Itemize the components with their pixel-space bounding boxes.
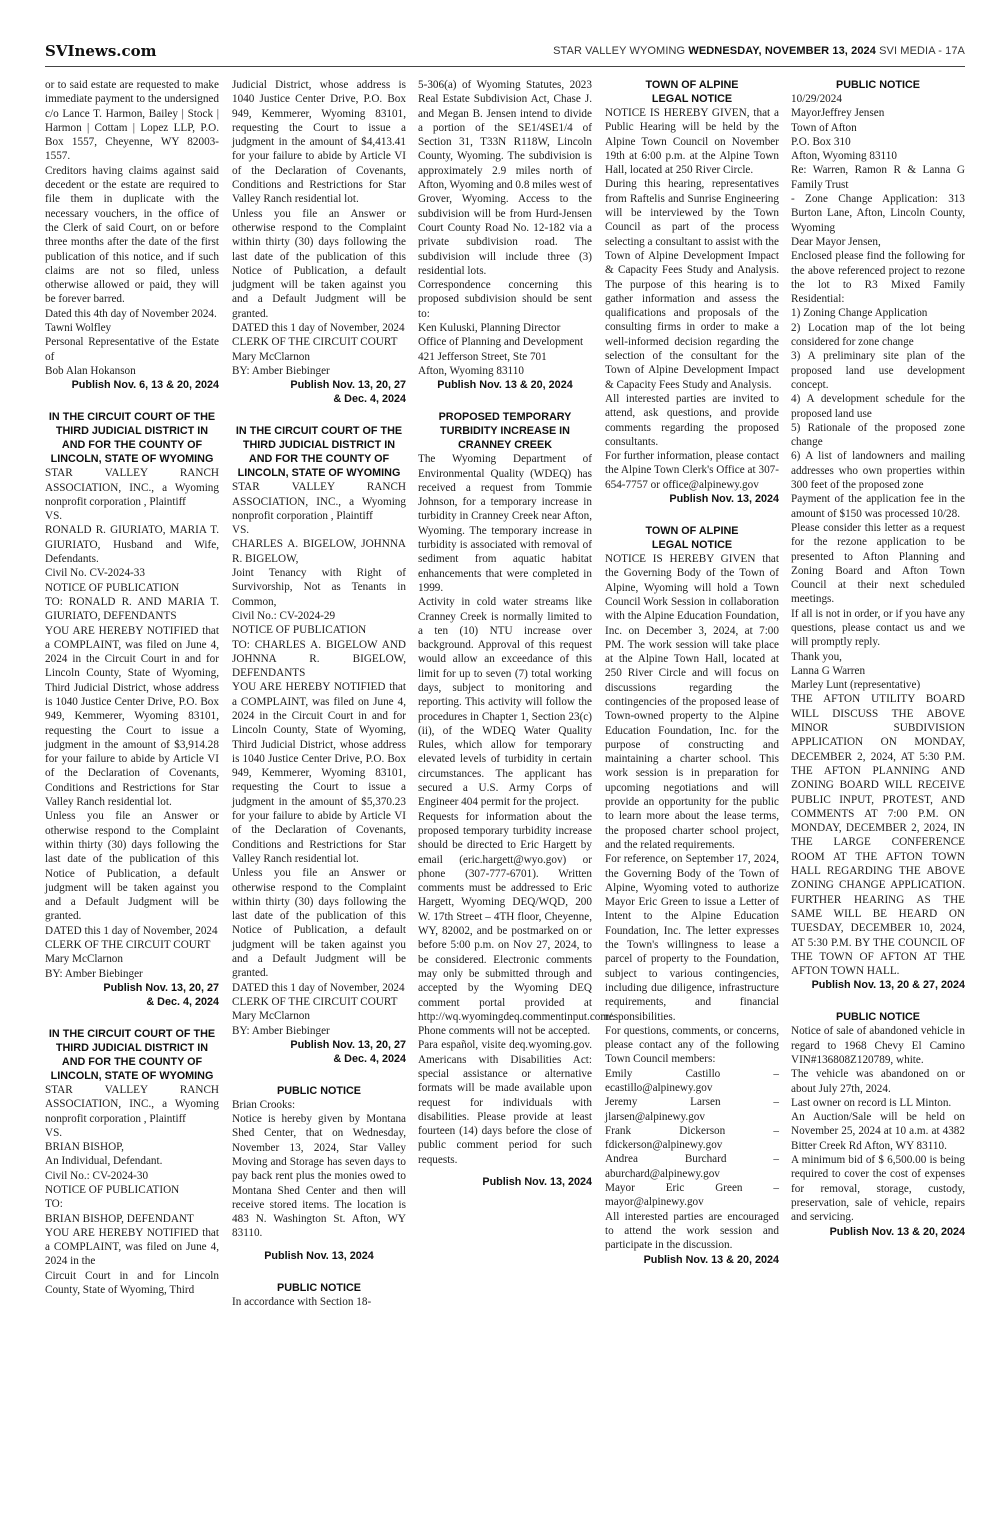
spacer (45, 1009, 219, 1027)
publish-line: Publish Nov. 13, 2024 (482, 1176, 592, 1189)
notice-body: Requests for information about the proposed temporary turbidity increase should be directed to Eric Hargett by email (eric.hargett@wyo.gov) or phone (307-777-6701). Written comments must be addressed to Eric Hargett, Wyoming DEQ/WQD, 200 W. 17th Street – 4TH floor, Cheyenne, WY, 82002, and be postmarked on or before 5:00 p.m. on Nov 27, 2024, to be considered. Electronic comments may only be submitted through and accepted by the Wyoming DEQ comment portal provided at http://wq.wyomingdeq.commentinput.com/. Phone comments will not be accepted. (418, 810, 616, 1038)
clerk-by: BY: Amber Biebinger (45, 967, 143, 980)
plaintiff: STAR VALLEY RANCH ASSOCIATION, INC., a Wyoming nonprofit corporation , Plaintiff (45, 467, 219, 508)
contact-office: Office of Planning and Development (418, 336, 584, 349)
letter-item: 4) A development schedule for the proposed land use (791, 393, 965, 420)
column-5 (791, 78, 965, 1488)
spacer (791, 992, 965, 1010)
case-number: Civil No.: CV-2024-29 (232, 609, 336, 622)
notice-body: Activity in cold water streams like Cranney Creek is normally limited to a ten (10) NTU increase over background. Approval of this request would allow an exceedance of this limit for up to seven (7) total working days, subject to monitoring and reporting. This activity will follow the procedures in Chapter 1, Section 23(c)(ii), of the WDEQ Water Quality Rules, which allow for temporary elevated levels of turbidity in certain circumstances. The applicant has secured a U.S. Army Corps of Engineer 404 permit for the project. (418, 596, 592, 809)
page-header-info (553, 45, 965, 57)
notice-body-cont: Circuit Court in and for Lincoln County, State of Wyoming, Third (45, 1269, 219, 1297)
notice-body: An Auction/Sale will be held on November 25, 2024 at 10 a.m. at 4382 Bitter Creek Rd Afton, WY 83110. (791, 1111, 965, 1152)
notice-answer: Unless you file an Answer or otherwise respond to the Complaint within thirty (30) days following the last date of the publication of this Notice of Publication, a default judgment will be taken against you and a Default Judgment will be granted. (232, 867, 406, 980)
masthead (45, 40, 965, 64)
versus: VS. (232, 524, 250, 537)
notice-heading: NOTICE OF PUBLICATION (232, 624, 367, 637)
letter-re: Re: Warren, Ramon R & Lanna G Family Trust (791, 164, 965, 191)
notice-body-cont: 5-306(a) of Wyoming Statutes, 2023 Real Estate Subdivision Act, Chase J. and Megan B. Jensen intend to divide a portion of the SE1/4SE1/4 of Section 31, T33N R118W, Lincoln County, Wyoming. The subdivision is approximately 2.9 miles north of Afton, Wyoming and 0.8 miles west of Grover, Wyoming. Access to the subdivision will be from Hurd-Jensen Court County Road No. 12-182 via a private subdivision road. The subdivision will include three (3) residential lots. (418, 79, 592, 277)
notice-title: PUBLIC NOTICE (836, 1011, 920, 1024)
letter-item: 2) Location map of the lot being considered for zone change (791, 321, 965, 349)
notice-body: Para español, visite deq.wyoming.gov. Americans with Disabilities Act: special assistance or alternative formats will be made available upon request for individuals with disabilities. Please provide at least fourteen (14) days before the close of public comment period for such requests. (418, 1039, 592, 1166)
clerk-title: CLERK OF THE CIRCUIT COURT (232, 995, 398, 1008)
clerk-name: Mary McClarnon (45, 953, 123, 966)
site-name[interactable]: SVInews.com (45, 42, 157, 60)
publish-line: Publish Nov. 13 & 20, 2024 (437, 379, 573, 392)
letter-date: 10/29/2024 (791, 93, 842, 105)
notice-body: NOTICE IS HEREBY GIVEN that the Governing Body of the Town of Alpine, Wyoming will hold a Town Council Work Session in collaboration with the Alpine Education Foundation, Inc. on December 3, 2024, at 7:00 PM. The work session will take place at the Alpine Town Hall, located at 250 River Circle and will focus on discussions regarding the contingencies of the proposed lease of Town-owned property to the Alpine Education Foundation, Inc. for the purpose of constructing and maintaining a charter school. This work session is in preparation for upcoming negotiations and will provide an opportunity for the public to learn more about the lease terms, the proposed charter school project, and the related requirements. (605, 553, 779, 851)
notice-to-name: BRIAN BISHOP, DEFENDANT (45, 1212, 194, 1225)
publish-line: & Dec. 4, 2024 (333, 1052, 406, 1065)
notice-body: During this hearing, representatives from Raftelis and Sunrise Engineering will be interviewed by the Town Council as part of the process selecting a consultant to assist with the Town of Alpine Development Impact & Capacity Fees Study and Analysis. The purpose of this hearing is to gather information and assess the qualifications and proposals of the consulting firms in order to make a well-informed decision regarding the selection of the consultant for the Town of Alpine Development Impact & Capacity Fees Study and Analysis. (605, 178, 779, 391)
spacer (232, 1241, 406, 1249)
defendants: CHARLES A. BIGELOW, JOHNNA R. BIGELOW, (232, 538, 406, 565)
estate-signer: Tawni Wolfley (45, 322, 112, 335)
defendant: BRIAN BISHOP, (45, 1141, 124, 1154)
publish-line: & Dec. 4, 2024 (146, 995, 219, 1008)
council-member: Andrea Burchard – aburchard@alpinewy.gov (605, 1153, 779, 1180)
notice-to: TO: (45, 1198, 63, 1211)
notice-to: Brian Crooks: (232, 1098, 296, 1111)
letter-recipient: MayorJeffrey Jensen (791, 107, 885, 120)
notice-title: IN THE CIRCUIT COURT OF THE THIRD JUDICIAL DISTRICT IN AND FOR THE COUNTY OF LINCOLN, STATE OF WYOMING (48, 411, 216, 466)
spacer (232, 1066, 406, 1084)
publish-line: Publish Nov. 6, 13 & 20, 2024 (71, 379, 219, 392)
notice-title: IN THE CIRCUIT COURT OF THE THIRD JUDICIAL DISTRICT IN AND FOR THE COUNTY OF LINCOLN, STATE OF WYOMING (235, 425, 403, 480)
notice-to: TO: CHARLES A. BIGELOW AND JOHNNA R. BIGELOW, DEFENDANTS (232, 638, 406, 680)
estate-deceased: Bob Alan Hokanson (45, 364, 136, 377)
defendant-desc: An Individual, Defendant. (45, 1155, 163, 1168)
spacer (418, 392, 592, 410)
publish-line: Publish Nov. 13, 20 & 27, 2024 (811, 979, 965, 992)
versus: VS. (45, 1126, 63, 1139)
correspondence: Correspondence concerning this proposed subdivision should be sent to: (418, 279, 592, 320)
notice-subtitle: LEGAL NOTICE (651, 93, 733, 105)
estate-role: Personal Representative of the Estate of (45, 336, 219, 363)
header-page-number: SVI MEDIA - 17A (875, 45, 965, 57)
notice-answer: Unless you file an Answer or otherwise respond to the Complaint within thirty (30) days following the last date of the publication of this Notice of Publication, a default judgment will be taken against you and a Default Judgment will be granted. (232, 207, 406, 320)
notice-title: TOWN OF ALPINE (645, 79, 739, 91)
letter-signature: Lanna G Warren (791, 664, 866, 677)
notice-body: YOU ARE HEREBY NOTIFIED that a COMPLAINT, was filed on June 4, 2024 in the Circuit Court in and for Lincoln County, State of Wyoming, Third Judicial District, whose address is 1040 Justice Center Drive, P.O. Box 949, Kemmerer, Wyoming 83101, requesting the Court to issue a judgment in the amount of $5,370.23 for your failure to abide by Article VI of the Declaration of Covenants, Conditions and Restrictions for Star Valley Ranch residential lot. (232, 681, 406, 865)
notice-body: A minimum bid of $ 6,500.00 is being required to cover the cost of expenses for removal, storage, custody, preservation, sale of vehicle, repairs and servicing. (791, 1154, 965, 1224)
notice-body: The vehicle was abandoned on or about July 27th, 2024. (791, 1068, 965, 1095)
council-member: Emily Castillo – ecastillo@alpinewy.gov (605, 1067, 779, 1094)
estate-creditors: Creditors having claims against said decedent or the estate are required to file them in duplicate with the necessary vouchers, in the office of the Clerk of said Court, on or before three months after the date of the first publication of this notice, and if such claims are not so filed, unless otherwise allowed or paid, they will be forever barred. (45, 164, 219, 306)
notice-title: PUBLIC NOTICE (836, 79, 920, 91)
versus: VS. (45, 510, 63, 523)
spacer (232, 406, 406, 424)
publish-line: Publish Nov. 13, 20, 27 (290, 1038, 406, 1051)
letter-body: Please consider this letter as a request for the rezone application to be presented to Afton Planning and Zoning Board and Afton Town Council at their next scheduled meetings. (791, 521, 965, 606)
spacer (45, 392, 219, 410)
letter-box: P.O. Box 310 (791, 135, 851, 148)
notice-body: For reference, on September 17, 2024, the Governing Body of the Town of Alpine, Wyoming voted to authorize Mayor Eric Green to issue a Letter of Intent to the Alpine Education Foundation, Inc. The letter expresses the Town's willingness to lease a parcel of property to the Foundation, subject to various contingencies, including due diligence, infrastructure requirements, and financial responsibilities. (605, 853, 779, 1023)
masthead-rule (45, 66, 965, 67)
letter-body: Enclosed please find the following for the above referenced project to rezone the lot to R3 Mixed Family Residential: (791, 250, 965, 306)
contact-name: Ken Kuluski, Planning Director (418, 322, 561, 335)
column-1 (45, 78, 219, 1488)
notice-body: Notice of sale of abandoned vehicle in regard to 1968 Chevy El Camino VIN#136808Z120789, white. (791, 1025, 965, 1066)
council-member: Mayor Eric Green – mayor@alpinewy.gov (605, 1182, 779, 1209)
notice-body-cont: Judicial District, whose address is 1040 Justice Center Drive, P.O. Box 949, Kemmerer, Wyoming 83101, requesting the Court to issue a judgment in the amount of $4,413.41 for your failure to abide by Article VI of the Declaration of Covenants, Conditions and Restrictions for Star Valley Ranch residential lot. (232, 79, 406, 206)
clerk-by: BY: Amber Biebinger (232, 1024, 330, 1037)
clerk-name: Mary McClarnon (232, 1010, 310, 1023)
case-number: Civil No. CV-2024-33 (45, 567, 145, 580)
notice-body: The Wyoming Department of Environmental Quality (WDEQ) has received a request from Tommie Johnson, for a temporary increase in turbidity in Cranney Creek near Afton, Wyoming. The temporary increase in turbidity is associated with removal of sediment from aquatic habitat enhancements that were completed in 1999. (418, 453, 592, 594)
letter-body: If all is not in order, or if you have any questions, please contact us and we will promptly reply. (791, 607, 965, 649)
letter-item: 3) A preliminary site plan of the proposed land use development concept. (791, 350, 965, 391)
column-2 (232, 78, 406, 1488)
notice-dated: DATED this 1 day of November, 2024 (232, 981, 405, 994)
notice-heading: NOTICE OF PUBLICATION (45, 1184, 180, 1196)
publish-line: Publish Nov. 13, 2024 (669, 493, 779, 506)
letter-item: 5) Rationale of the proposed zone change (791, 421, 965, 449)
publish-line: Publish Nov. 13 & 20, 2024 (829, 1225, 965, 1238)
council-member: Jeremy Larsen – jlarsen@alpinewy.gov (605, 1096, 779, 1123)
notice-to: TO: RONALD R. AND MARIA T. GIURIATO, DEFENDANTS (45, 595, 219, 623)
publish-line: Publish Nov. 13, 20, 27 (103, 981, 219, 994)
notice-body: In accordance with Section 18- (232, 1295, 372, 1308)
notice-answer: Unless you file an Answer or otherwise respond to the Complaint within thirty (30) days following the last date of the publication of this Notice of Publication, a default judgment will be taken against you and a Default Judgment will be granted. (45, 810, 219, 923)
tenancy: Joint Tenancy with Right of Survivorship, Not as Tenants in Common, (232, 567, 406, 608)
notice-body: Last owner on record is LL Minton. (791, 1096, 952, 1109)
letter-representative: Marley Lunt (representative) (791, 679, 921, 692)
letter-salutation: Dear Mayor Jensen, (791, 235, 881, 248)
notice-body: Notice is hereby given by Montana Shed Center, that on Wednesday, November 13, 2024, Star Valley Moving and Storage has seven days to pay back rent plus the monies owed to Montana Shed Center and then will receive stored items. The location is 483 N. Washington St. Afton, WY 83110. (232, 1113, 406, 1240)
spacer (418, 1167, 592, 1175)
letter-closing: Thank you, (791, 650, 842, 663)
clerk-title: CLERK OF THE CIRCUIT COURT (232, 336, 398, 349)
notice-heading: NOTICE OF PUBLICATION (45, 581, 180, 594)
clerk-by: BY: Amber Biebinger (232, 364, 330, 377)
notice-subtitle: LEGAL NOTICE (651, 539, 733, 552)
letter-town: Town of Afton (791, 121, 857, 134)
letter-body: Payment of the application fee in the amount of $150 was processed 10/28. (791, 493, 965, 520)
plaintiff: STAR VALLEY RANCH ASSOCIATION, INC., a Wyoming nonprofit corporation , Plaintiff (232, 481, 406, 522)
letter-application: - Zone Change Application: 313 Burton Lane, Afton, Lincoln County, Wyoming (791, 193, 965, 234)
estate-dated: Dated this 4th day of November 2024. (45, 307, 217, 320)
notice-body: YOU ARE HEREBY NOTIFIED that a COMPLAINT, was filed on June 4, 2024 in the (45, 1226, 219, 1268)
notice-body: For further information, please contact the Alpine Town Clerk's Office at 307-654-7757 or office@alpinewy.gov (605, 450, 779, 491)
plaintiff: STAR VALLEY RANCH ASSOCIATION, INC., a Wyoming nonprofit corporation , Plaintiff (45, 1083, 219, 1125)
publish-line: Publish Nov. 13, 2024 (264, 1249, 374, 1262)
header-date: WEDNESDAY, NOVEMBER 13, 2024 (688, 45, 876, 57)
contact-street: 421 Jefferson Street, Ste 701 (418, 350, 547, 363)
clerk-name: Mary McClarnon (232, 350, 310, 363)
notice-title: PUBLIC NOTICE (277, 1084, 361, 1097)
spacer (605, 506, 779, 524)
notice-dated: DATED this 1 day of November, 2024 (232, 322, 405, 335)
column-3 (418, 78, 616, 1488)
letter-item: 6) A list of landowners and mailing addresses who own properties within 300 feet of the proposed zone (791, 450, 965, 492)
case-number: Civil No.: CV-2024-30 (45, 1169, 149, 1182)
contact-city: Afton, Wyoming 83110 (418, 364, 524, 377)
notice-body: NOTICE IS HEREBY GIVEN, that a Public Hearing will be held by the Alpine Town Council on November 19th at 6:00 p.m. at the Alpine Town Hall, located at 250 River Circle. (605, 107, 779, 177)
publish-line: Publish Nov. 13, 20, 27 (290, 379, 406, 392)
letter-item: 1) Zoning Change Application (791, 307, 928, 320)
notice-title: TOWN OF ALPINE (645, 525, 739, 538)
notice-title: PROPOSED TEMPORARY TURBIDITY INCREASE IN CRANNEY CREEK (438, 411, 572, 452)
header-location: STAR VALLEY WYOMING (553, 45, 689, 57)
column-4 (605, 78, 779, 1488)
notice-dated: DATED this 1 day of November, 2024 (45, 924, 218, 937)
estate-body: or to said estate are requested to make immediate payment to the undersigned c/o Lance T. Harmon, Bailey | Stock | Harmon | Cottam | Lopez LLP, P.O. Box 1557, Cheyenne, WY 82003-1557. (45, 79, 219, 163)
notice-title: PUBLIC NOTICE (277, 1281, 361, 1294)
council-member: Frank Dickerson – fdickerson@alpinewy.gov (605, 1124, 779, 1152)
notice-body: All interested parties are invited to attend, ask questions, and provide comments regarding the proposed consultants. (605, 392, 779, 448)
notice-body: All interested parties are encouraged to attend the work session and participate in the discussion. (605, 1210, 779, 1252)
clerk-title: CLERK OF THE CIRCUIT COURT (45, 939, 211, 952)
letter-city: Afton, Wyoming 83110 (791, 150, 897, 163)
notice-body: For questions, comments, or concerns, please contact any of the following Town Council members: (605, 1024, 779, 1066)
publish-line: & Dec. 4, 2024 (333, 393, 406, 406)
notice-body: YOU ARE HEREBY NOTIFIED that a COMPLAINT, was filed on June 4, 2024 in the Circuit Court in and for Lincoln County, State of Wyoming, Third Judicial District, whose address is 1040 Justice Center Drive, P.O. Box 949, Kemmerer, Wyoming 83101, requesting the Court to issue a judgment in the amount of $3,914.28 for your failure to abide by Article VI of the Declaration of Covenants, Conditions and Restrictions for Star Valley Ranch residential lot. (45, 624, 219, 809)
notice-title: IN THE CIRCUIT COURT OF THE THIRD JUDICIAL DISTRICT IN AND FOR THE COUNTY OF LINCOLN, STATE OF WYOMING (48, 1027, 216, 1082)
publish-line: Publish Nov. 13 & 20, 2024 (643, 1253, 779, 1266)
spacer (232, 1263, 406, 1281)
defendants: RONALD R. GIURIATO, MARIA T. GIURIATO, Husband and Wife, Defendants. (45, 524, 219, 566)
hearing-notice: THE AFTON UTILITY BOARD WILL DISCUSS THE ABOVE MINOR SUBDIVISION APPLICATION ON MONDAY, DECEMBER 2, 2024, AT 5:30 P.M. THE AFTON PLANNING AND ZONING BOARD WILL RECEIVE PUBLIC INPUT, PROTEST, AND COMMENTS AT 7:00 P.M. ON MONDAY, DECEMBER 2, 2024, IN THE LARGE CONFERENCE ROOM AT THE AFTON TOWN HALL REGARDING THE ABOVE ZONING CHANGE APPLICATION. FURTHER HEARING AS THE SAME WILL BE HEARD ON TUESDAY, DECEMBER 10, 2024, AT 5:30 P.M. BY THE COUNCIL OF THE TOWN OF AFTON AT THE AFTON TOWN HALL. (791, 693, 965, 978)
